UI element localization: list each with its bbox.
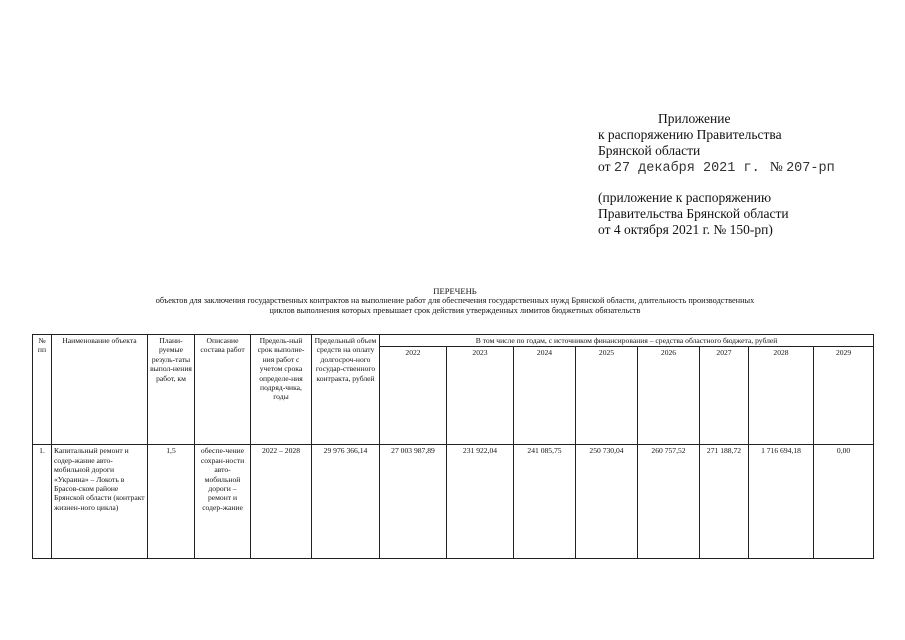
header-description: Описание состава работ [195,335,251,445]
document-subtitle-line-2: циклов выполнения которых превышает срок действия утвержденных лимитов бюджетных обязательств [269,306,641,315]
header-limit: Предельный объем средств на оплату долгосроч-ного государ-ственного контракта, рублей [312,335,380,445]
cell-year-value: 231 922,04 [447,445,514,559]
header-year: 2028 [749,347,814,445]
cell-planned: 1,5 [148,445,195,559]
document-title: ПЕРЕЧЕНЬ [433,286,477,296]
header-years-group: В том числе по годам, с источником финансирования – средства областного бюджета, рублей [380,335,874,347]
paren-line-1: (приложение к распоряжению [598,190,772,205]
header-planned: Плани-руемые резуль-таты выпол-нения работ, км [148,335,195,445]
cell-num: 1. [33,445,52,559]
cell-limit: 29 976 366,14 [312,445,380,559]
header-num: № пп [33,335,52,445]
objects-table [32,334,874,559]
header-year: 2025 [576,347,638,445]
document-subtitle-line-1: объектов для заключения государственных контрактов на выполнение работ для обеспечения государственных нужд Брянской области, длительность производственных [155,296,755,305]
cell-year-value: 271 188,72 [700,445,749,559]
appendix-block [598,111,888,238]
header-year: 2029 [814,347,874,445]
appendix-line-2: Брянской области [598,143,701,158]
cell-year-value: 250 730,04 [576,445,638,559]
header-year: 2023 [447,347,514,445]
cell-year-value: 27 003 987,89 [380,445,447,559]
cell-year-value: 260 757,52 [638,445,700,559]
appendix-line-1: к распоряжению Правительства [598,127,782,142]
table-row [33,445,874,559]
paren-line-2: Правительства Брянской области [598,206,789,221]
cell-year-value: 1 716 694,18 [749,445,814,559]
header-year: 2026 [638,347,700,445]
document-title-block [40,286,870,316]
header-term: Предель-ный срок выполне-ния работ с учетом срока определе-ния подряд-чика, годы [251,335,312,445]
date-prefix: от [598,159,611,174]
header-name: Наименование объекта [52,335,148,445]
cell-year-value: 0,00 [814,445,874,559]
cell-year-value: 241 085,75 [514,445,576,559]
number-prefix: № [769,159,783,174]
cell-name: Капитальный ремонт и содер-жание авто-мобильной дороги «Украина» – Локоть в Брасов-ском районе Брянской области (контракт жизнен-ного цикла) [52,445,148,559]
cell-description: обеспе-чение сохран-ности авто-мобильной дороги – ремонт и содер-жание [195,445,251,559]
header-year: 2027 [700,347,749,445]
appendix-heading: Приложение [658,111,731,126]
number-value: 207-рп [786,161,835,176]
header-year: 2024 [514,347,576,445]
header-year: 2022 [380,347,447,445]
cell-term: 2022 – 2028 [251,445,312,559]
date-value: 27 декабря 2021 г. [613,161,760,176]
paren-line-3: от 4 октября 2021 г. № 150-рп) [598,222,773,237]
appendix-date-line [598,159,888,177]
